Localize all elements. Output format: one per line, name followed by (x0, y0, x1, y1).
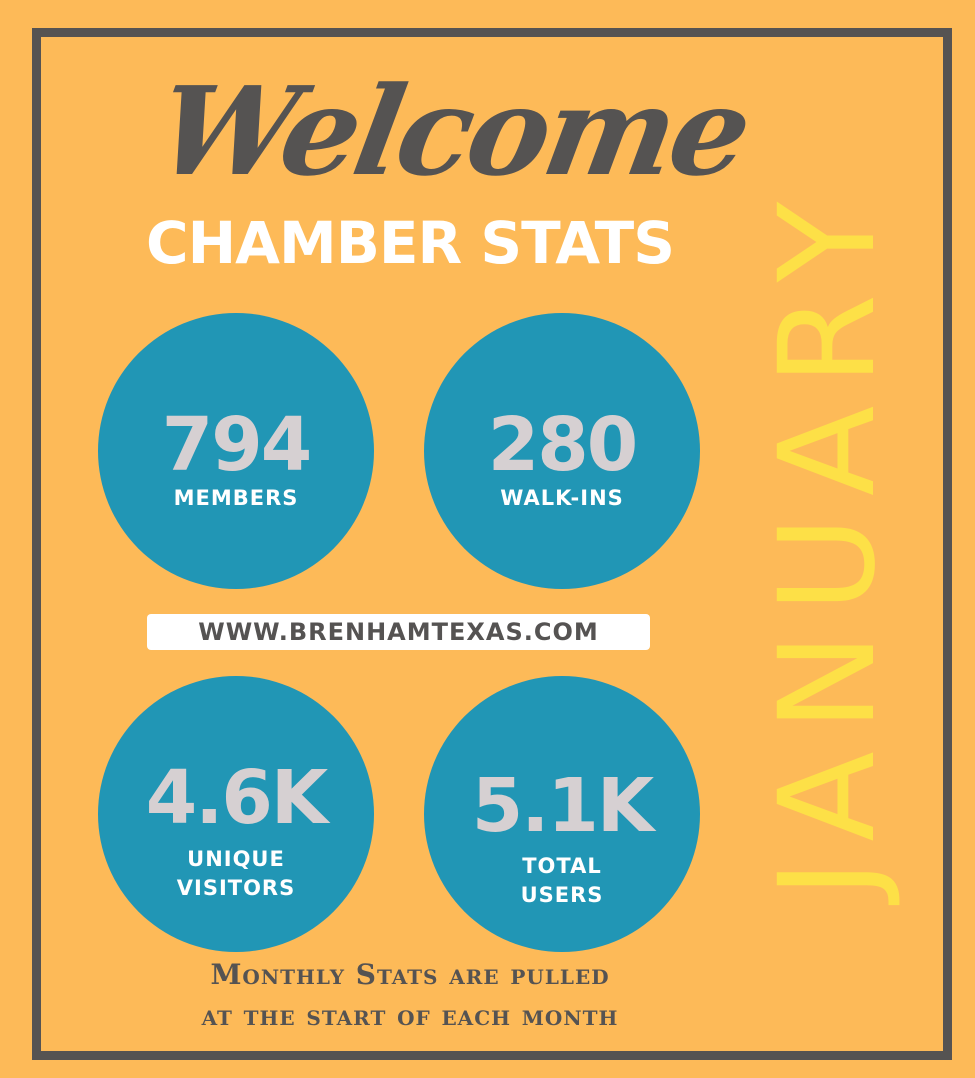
website-link[interactable]: WWW.BRENHAMTEXAS.COM (147, 614, 650, 650)
stat-label-line: TOTAL (522, 854, 602, 878)
stat-value: 280 (487, 402, 637, 488)
stat-value: 794 (161, 402, 311, 488)
month-label: JANUARY (751, 181, 905, 899)
welcome-script-title: Welcome (147, 59, 759, 203)
footer-note-line-2: at the start of each month (201, 999, 619, 1032)
stat-value: 5.1K (471, 763, 653, 849)
stat-circle-walk-ins (424, 313, 700, 589)
stat-label (98, 845, 374, 903)
stat-circle-unique-visitors (98, 676, 374, 952)
stat-label: WALK-INS (500, 486, 624, 510)
stat-label-line: VISITORS (176, 876, 296, 900)
page-title: CHAMBER STATS (146, 209, 674, 277)
stat-label-line: USERS (520, 883, 604, 907)
footer-note-line-1: Monthly Stats are pulled (210, 958, 610, 991)
stat-value: 4.6K (145, 755, 327, 841)
stat-label-line: UNIQUE (187, 847, 285, 871)
stat-circle-members (98, 313, 374, 589)
stat-label (424, 852, 700, 910)
stat-label: MEMBERS (173, 486, 299, 510)
stat-circle-total-users (424, 676, 700, 952)
